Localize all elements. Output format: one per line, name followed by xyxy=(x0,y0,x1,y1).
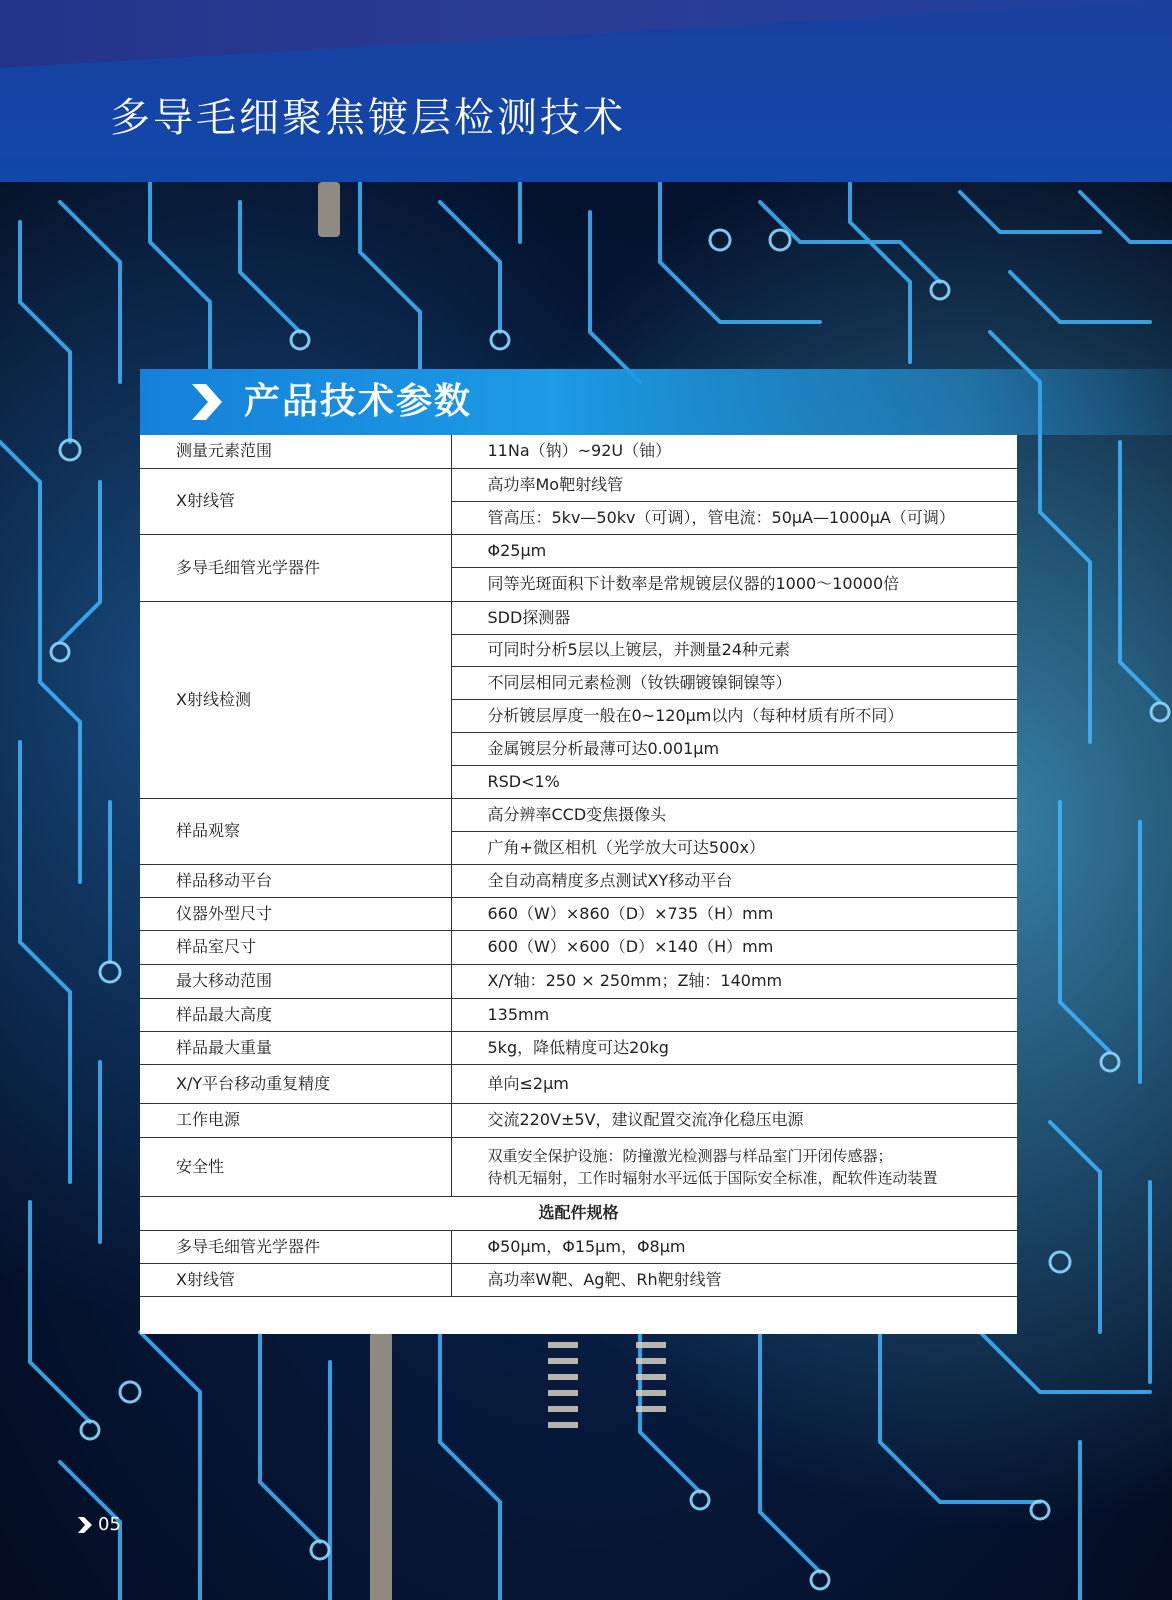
section-title: 产品技术参数 xyxy=(244,381,473,422)
spec-value: SDD探测器 xyxy=(451,601,1017,634)
spec-label: 多导毛细管光学器件 xyxy=(140,534,451,601)
spec-value: 600（W）×600（D）×140（H）mm xyxy=(451,930,1017,964)
table-row xyxy=(140,435,1017,468)
table-row xyxy=(140,998,1017,1031)
spec-label: 测量元素范围 xyxy=(140,435,451,468)
spec-value: 11Na（钠）~92U（铀） xyxy=(451,435,1017,468)
spec-value: 高功率Mo靶射线管 xyxy=(451,468,1017,501)
table-row xyxy=(140,897,1017,930)
spec-value: 分析镀层厚度一般在0~120μm以内（每种材质有所不同） xyxy=(451,699,1017,732)
table-row xyxy=(140,468,1017,501)
spec-label: 样品移动平台 xyxy=(140,864,451,897)
spec-label: 样品观察 xyxy=(140,798,451,864)
spec-value xyxy=(451,1137,1017,1196)
page-number: 05 xyxy=(98,1514,121,1535)
optional-value: 高功率W靶、Ag靶、Rh靶射线管 xyxy=(451,1263,1017,1296)
spec-value: 交流220V±5V，建议配置交流净化稳压电源 xyxy=(451,1103,1017,1137)
table-row xyxy=(140,964,1017,998)
optional-section-header-row xyxy=(140,1196,1017,1230)
spec-label: X射线管 xyxy=(140,468,451,534)
spec-value: 全自动高精度多点测试XY移动平台 xyxy=(451,864,1017,897)
table-row xyxy=(140,601,1017,634)
spec-label: 安全性 xyxy=(140,1137,451,1196)
spec-value-line: 待机无辐射，工作时辐射水平远低于国际安全标准，配软件连动装置 xyxy=(487,1168,938,1187)
header-stripe xyxy=(0,0,1172,68)
spec-label: 最大移动范围 xyxy=(140,964,451,998)
spec-value: RSD<1% xyxy=(451,765,1017,798)
table-row xyxy=(140,534,1017,567)
spec-value: Φ25μm xyxy=(451,534,1017,567)
spec-value: 可同时分析5层以上镀层，并测量24种元素 xyxy=(451,634,1017,666)
table-row xyxy=(140,1263,1017,1296)
spec-label: X射线检测 xyxy=(140,601,451,798)
spec-value: 单向≤2μm xyxy=(451,1064,1017,1103)
spec-value: 5kg，降低精度可达20kg xyxy=(451,1031,1017,1064)
spec-value: 管高压：5kv—50kv（可调），管电流：50μA—1000μA（可调） xyxy=(451,501,1017,534)
page-header xyxy=(0,0,1172,182)
spec-value: 660（W）×860（D）×735（H）mm xyxy=(451,897,1017,930)
spec-value: 高分辨率CCD变焦摄像头 xyxy=(451,798,1017,831)
optional-section-title: 选配件规格 xyxy=(140,1196,1017,1230)
spec-label: X/Y平台移动重复精度 xyxy=(140,1064,451,1103)
table-row xyxy=(140,798,1017,831)
table-row xyxy=(140,930,1017,964)
spec-label: 仪器外型尺寸 xyxy=(140,897,451,930)
table-row xyxy=(140,1031,1017,1064)
spec-value: 金属镀层分析最薄可达0.001μm xyxy=(451,732,1017,765)
spec-label: 样品最大重量 xyxy=(140,1031,451,1064)
spec-label: 样品最大高度 xyxy=(140,998,451,1031)
table-padding-cell xyxy=(140,1296,1017,1328)
table-row xyxy=(140,1137,1017,1196)
spec-value: 同等光斑面积下计数率是常规镀层仪器的1000～10000倍 xyxy=(451,567,1017,601)
spec-value: 135mm xyxy=(451,998,1017,1031)
table-padding-row xyxy=(140,1296,1017,1328)
spec-label: 样品室尺寸 xyxy=(140,930,451,964)
table-row xyxy=(140,1064,1017,1103)
chevron-right-icon xyxy=(192,384,222,420)
spec-value: X/Y轴：250 × 250mm；Z轴：140mm xyxy=(451,964,1017,998)
optional-label: X射线管 xyxy=(140,1263,451,1296)
page-title: 多导毛细聚焦镀层检测技术 xyxy=(110,95,626,141)
spec-value-line: 双重安全保护设施：防撞激光检测器与样品室门开闭传感器； xyxy=(487,1146,893,1165)
table-row xyxy=(140,864,1017,897)
section-banner xyxy=(140,369,1172,435)
table-row xyxy=(140,1230,1017,1263)
spec-value: 不同层相同元素检测（钕铁硼镀镍铜镍等） xyxy=(451,666,1017,699)
spec-label: 工作电源 xyxy=(140,1103,451,1137)
table-row xyxy=(140,1103,1017,1137)
chevron-right-icon xyxy=(78,1517,92,1533)
spec-table-card xyxy=(140,435,1017,1334)
optional-value: Φ50μm，Φ15μm，Φ8μm xyxy=(451,1230,1017,1263)
optional-label: 多导毛细管光学器件 xyxy=(140,1230,451,1263)
spec-value: 广角+微区相机（光学放大可达500x） xyxy=(451,831,1017,864)
spec-table xyxy=(140,435,1017,1328)
